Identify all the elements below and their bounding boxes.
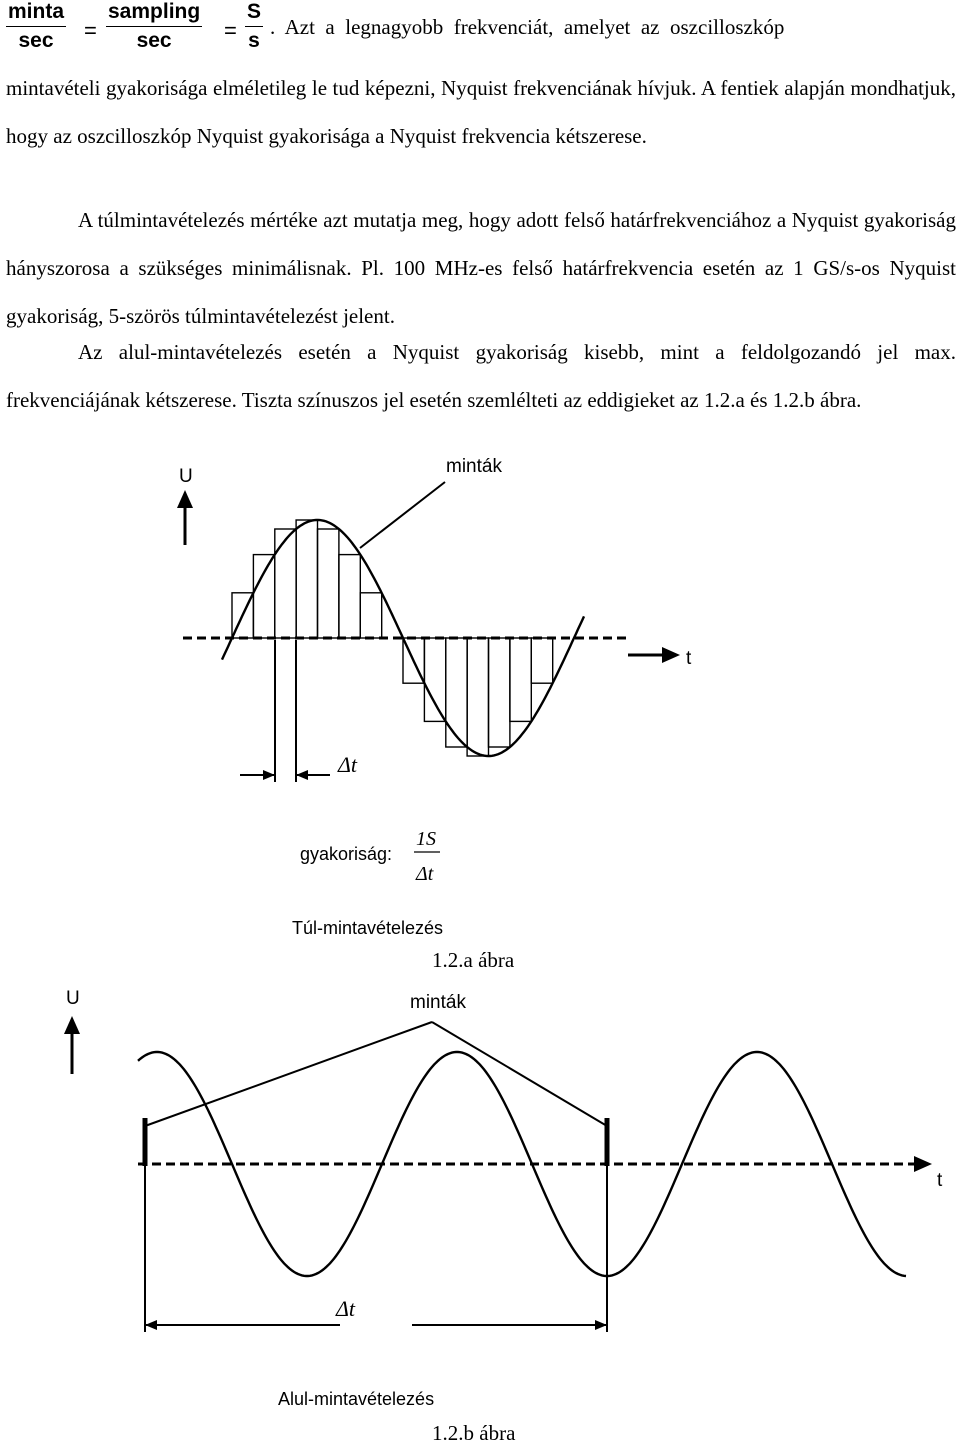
delta-t-label: Δt (336, 1296, 356, 1321)
fraction-denominator: sec (136, 29, 172, 52)
u-axis-arrow-icon (64, 1016, 80, 1074)
paragraph-undersampling: Az alul-mintavételezés esetén a Nyquist gyakoriság kisebb, mint a feldolgozandó jel max. frekvenciájának kétszerese. Tiszta színuszos jel esetén szemlélteti az eddigieket az 1.2.a és 1.2.b ábra. (6, 340, 956, 412)
t-axis-label: t (686, 648, 692, 669)
figure-a-title: Túl-mintavételezés (292, 918, 444, 938)
sample-rect (489, 638, 510, 747)
fraction-denominator: s (248, 29, 260, 52)
samples-label: minták (410, 992, 466, 1013)
frequency-numerator: 1S (416, 828, 436, 850)
formula-tail-text: . Azt a legnagyobb frekvenciát, amelyet az oszcilloszkóp (270, 15, 785, 39)
equals-sign: = (224, 18, 237, 43)
samples-label: minták (446, 456, 502, 477)
figure-b-caption: 1.2.b ábra (432, 1421, 516, 1445)
sample-rect (318, 529, 339, 638)
sample-rect (296, 520, 317, 638)
fraction-denominator: sec (18, 29, 54, 52)
sample-rect (360, 593, 381, 638)
sample-rect (253, 555, 274, 638)
fraction-numerator: sampling (106, 0, 202, 27)
fraction-numerator: minta (6, 0, 66, 27)
t-axis-arrow-icon (628, 647, 680, 663)
paragraph-oversampling: A túlmintavételezés mértéke azt mutatja meg, hogy adott felső határfrekvenciához a Nyquist gyakoriság hányszorosa a szükséges minimálisnak. Pl. 100 MHz-es felső határfrekvencia esetén az 1 GS/s-os Nyquist gyakoriság, 5-szörös túlmintavételezést jelent. (6, 208, 956, 328)
paragraph-nyquist-frequency: mintavételi gyakorisága elméletileg le tud képezni, Nyquist frekvenciának hívjuk. A fentiek alapján mondhatjuk, hogy az oszcilloszkóp Nyquist gyakorisága a Nyquist frekvencia kétszerese. (6, 76, 956, 148)
sample-rect (467, 638, 488, 756)
sample-bars (232, 520, 553, 756)
samples-pointer-line (432, 1022, 607, 1126)
u-axis-arrow-icon (177, 490, 193, 545)
frequency-label: gyakoriság: (300, 844, 393, 864)
samples-pointer-line (360, 482, 445, 548)
delta-t-label: Δt (338, 752, 358, 777)
sample-rect (424, 638, 445, 721)
frequency-denominator: Δt (416, 863, 434, 885)
u-axis-label: U (179, 466, 193, 487)
equals-sign: = (84, 18, 97, 43)
sample-rect (275, 529, 296, 638)
figure-a-caption: 1.2.a ábra (432, 948, 515, 972)
fraction-numerator: S (245, 0, 263, 27)
sample-rect (510, 638, 531, 721)
sample-rect (531, 638, 552, 683)
t-axis-arrow-icon (908, 1156, 932, 1172)
figure-b-title: Alul-mintavételezés (278, 1389, 435, 1409)
sample-rect (446, 638, 467, 747)
u-axis-label: U (66, 988, 80, 1009)
sample-rect (339, 555, 360, 638)
t-axis-label: t (937, 1170, 943, 1191)
